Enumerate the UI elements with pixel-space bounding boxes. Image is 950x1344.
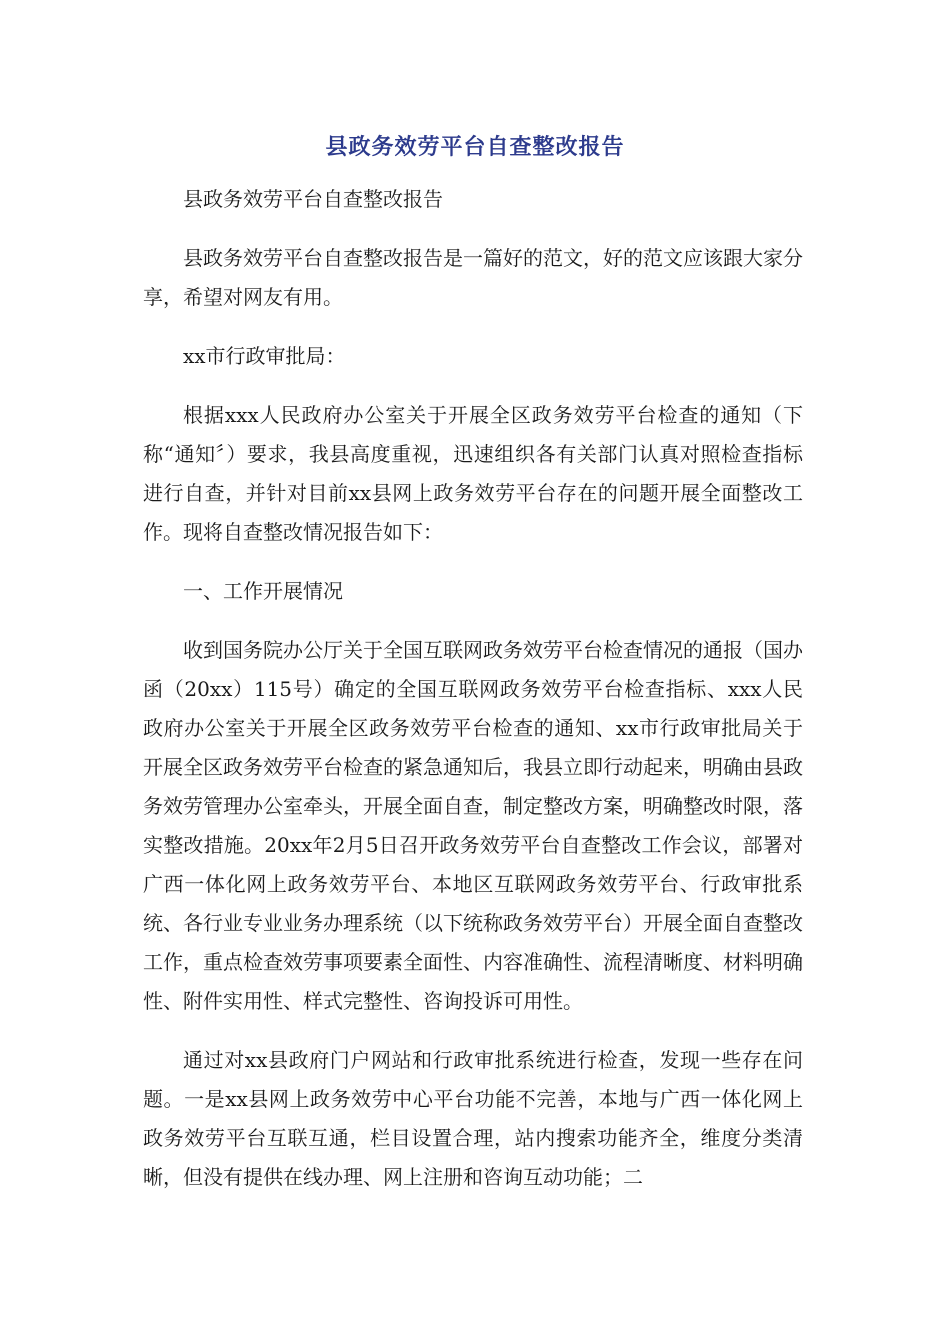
paragraph-background: 根据xxx人民政府办公室关于开展全区政务效劳平台检查的通知（下称“通知〞）要求，我县高度重视，迅速组织各有关部门认真对照检查指标进行自查，并针对目前xx县网上政务效劳平台存在的问题开展全面整改工作。现将自查整改情况报告如下：	[143, 403, 803, 544]
paragraph-intro: 县政务效劳平台自查整改报告是一篇好的范文，好的范文应该跟大家分享，希望对网友有用。	[143, 246, 803, 309]
paragraph-salutation: xx市行政审批局：	[183, 344, 346, 368]
paragraph-work-progress: 收到国务院办公厅关于全国互联网政务效劳平台检查情况的通报（国办函（20xx）115号）确定的全国互联网政务效劳平台检查指标、xxx人民政府办公室关于开展全区政务效劳平台检查的通知、xx市行政审批局关于开展全区政务效劳平台检查的紧急通知后，我县立即行动起来，明确由县政务效劳管理办公室牵头，开展全面自查，制定整改方案，明确整改时限，落实整改措施。20xx年2月5日召开政务效劳平台自查整改工作会议，部署对广西一体化网上政务效劳平台、本地区互联网政务效劳平台、行政审批系统、各行业专业业务办理系统（以下统称政务效劳平台）开展全面自查整改工作，重点检查效劳事项要素全面性、内容准确性、流程清晰度、材料明确性、附件实用性、样式完整性、咨询投诉可用性。	[143, 638, 803, 1013]
document-body	[143, 180, 803, 1217]
document-title: 县政务效劳平台自查整改报告	[325, 135, 625, 160]
paragraph-subtitle: 县政务效劳平台自查整改报告	[183, 187, 443, 211]
paragraph-problems: 通过对xx县政府门户网站和行政审批系统进行检查，发现一些存在问题。一是xx县网上政务效劳中心平台功能不完善，本地与广西一体化网上政务效劳平台互联互通，栏目设置合理，站内搜索功能齐全，维度分类清晰，但没有提供在线办理、网上注册和咨询互动功能；二	[143, 1048, 803, 1189]
section-heading: 一、工作开展情况	[183, 579, 343, 603]
